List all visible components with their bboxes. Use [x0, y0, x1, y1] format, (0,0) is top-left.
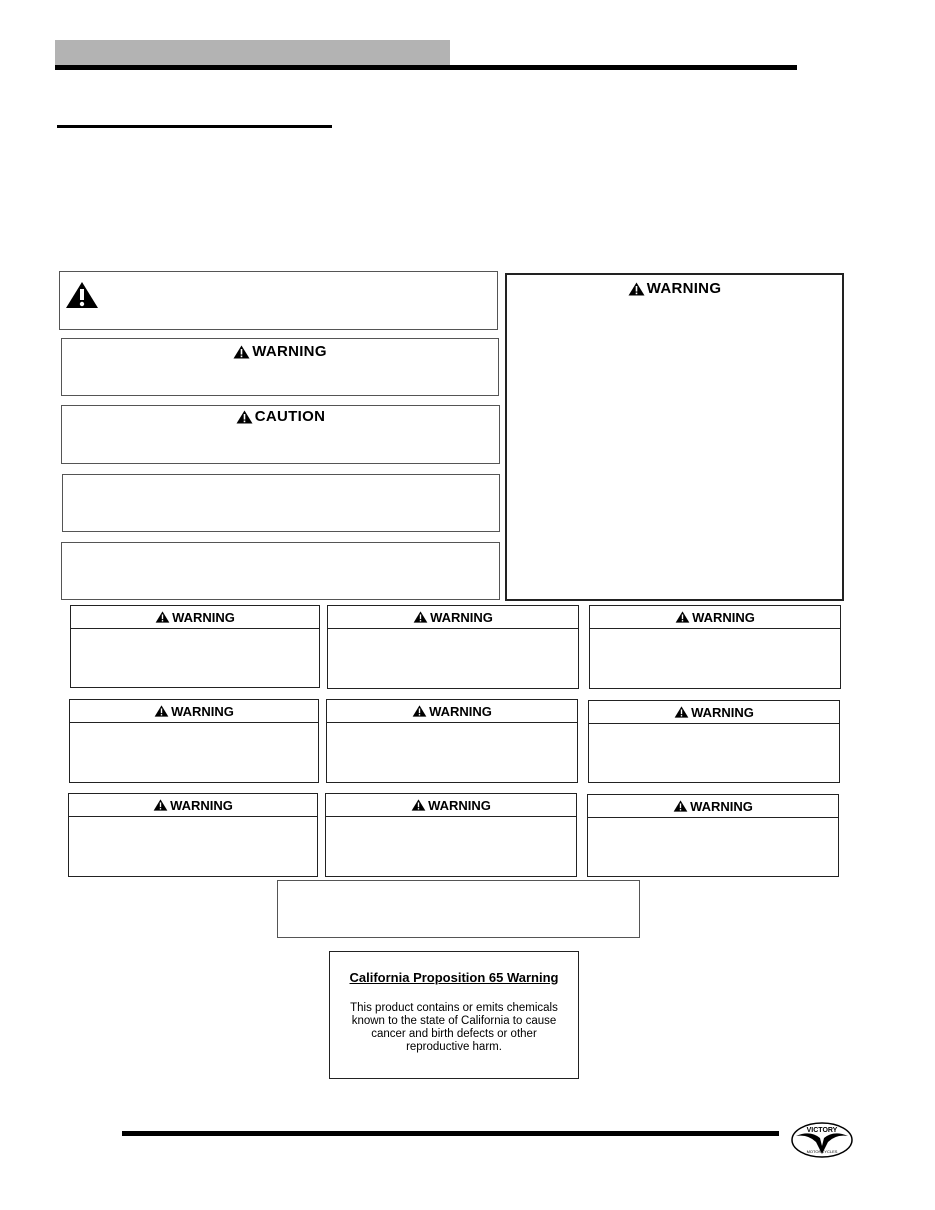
warning-label-header — [588, 795, 838, 818]
warning-label-box — [325, 793, 577, 877]
warning-label-box — [68, 793, 318, 877]
caution-definition-box — [61, 405, 500, 464]
warning-label-text: WARNING — [172, 609, 235, 625]
warning-triangle-icon — [155, 611, 170, 623]
warning-label-text: WARNING — [170, 797, 233, 813]
blank-notice-box — [277, 880, 640, 938]
warning-label-box — [69, 699, 319, 783]
warning-triangle-icon — [153, 799, 168, 811]
caution-no-symbol-box — [62, 474, 500, 532]
warning-label-text: WARNING — [428, 797, 491, 813]
warning-triangle-icon — [411, 799, 426, 811]
prop65-warning-box — [329, 951, 579, 1079]
victory-logo — [790, 1120, 854, 1160]
warning-label-text: WARNING — [691, 704, 754, 720]
general-warning-signal — [507, 280, 842, 297]
warning-label-text: WARNING — [690, 798, 753, 814]
safety-alert-box — [59, 271, 498, 330]
warning-label-box — [70, 605, 320, 688]
warning-label-header — [70, 700, 318, 723]
note-box — [61, 542, 500, 600]
warning-label-text: WARNING — [430, 609, 493, 625]
warning-label-box — [589, 605, 841, 689]
section-title-rule — [57, 125, 332, 128]
general-warning-label: WARNING — [646, 280, 722, 297]
warning-triangle-icon — [412, 705, 427, 717]
warning-label-header — [326, 794, 576, 817]
warning-triangle-icon — [233, 345, 250, 359]
warning-triangle-icon — [154, 705, 169, 717]
warning-label-header — [590, 606, 840, 629]
prop65-title: California Proposition 65 Warning — [349, 970, 559, 985]
header-rule — [55, 65, 797, 70]
warning-triangle-icon — [413, 611, 428, 623]
warning-label-box — [327, 605, 579, 689]
logo-top-text: VICTORY — [806, 1127, 838, 1134]
warning-triangle-icon — [675, 611, 690, 623]
warning-label-header — [327, 700, 577, 723]
caution-triangle-icon — [236, 410, 253, 424]
safety-alert-icon — [65, 281, 99, 309]
warning-triangle-icon — [674, 706, 689, 718]
logo-bottom-text: MOTORCYCLES — [806, 1149, 838, 1154]
footer-rule — [122, 1131, 779, 1136]
prop65-body: This product contains or emits chemicals known to the state of California to cause cancer and birth defects or other reproductive harm. — [350, 1002, 558, 1053]
warning-label-box — [326, 699, 578, 783]
header-tab-bar — [55, 40, 450, 67]
warning-signal — [62, 343, 498, 360]
caution-signal — [62, 408, 499, 425]
victory-logo-icon — [790, 1120, 854, 1160]
warning-label-header — [589, 701, 839, 724]
caution-label: CAUTION — [254, 408, 326, 425]
warning-label: WARNING — [252, 343, 327, 360]
warning-triangle-icon — [673, 800, 688, 812]
warning-label-box — [588, 700, 840, 783]
warning-definition-box — [61, 338, 499, 396]
warning-triangle-icon — [628, 282, 645, 296]
warning-label-text: WARNING — [692, 609, 755, 625]
warning-label-header — [71, 606, 319, 629]
warning-label-text: WARNING — [171, 703, 234, 719]
warning-label-text: WARNING — [429, 703, 492, 719]
general-warning-box — [505, 273, 844, 601]
warning-label-box — [587, 794, 839, 877]
warning-label-header — [328, 606, 578, 629]
warning-label-header — [69, 794, 317, 817]
